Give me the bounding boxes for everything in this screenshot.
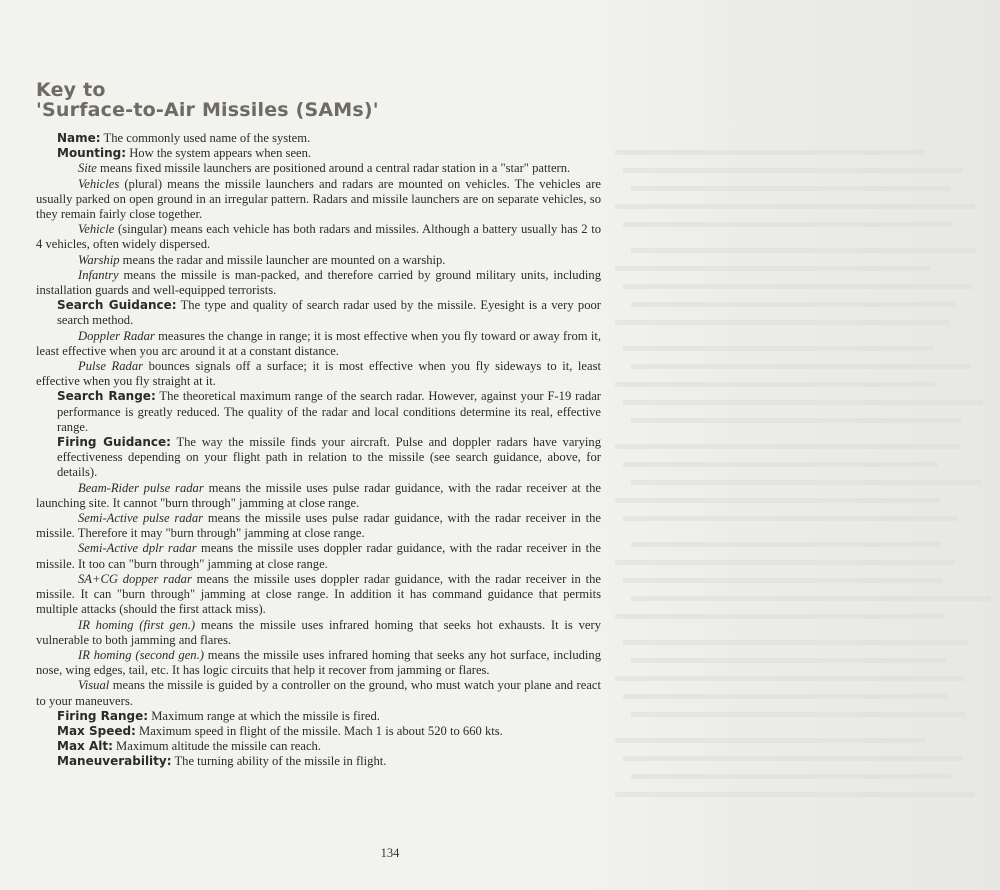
bleed-through-row xyxy=(631,302,956,307)
sub-doppler-radar xyxy=(36,329,601,359)
text-sa-cg: means the missile uses doppler radar guidance, with the radar receiver in the missile. It can "burn through" jamming at close range. In addition it has command guidance that permits multiple attacks (should the first attack miss). xyxy=(36,571,601,617)
bleed-through-row xyxy=(623,222,953,227)
bleed-through-row xyxy=(615,614,945,619)
sub-visual xyxy=(36,678,601,708)
label-mounting: Mounting: xyxy=(57,146,127,161)
term-vehicle: Vehicle xyxy=(78,222,115,237)
bleed-through-row xyxy=(631,658,946,663)
bleed-through-row xyxy=(623,694,948,699)
text-search-range: The theoretical maximum range of the search radar. However, against your F-19 radar performance is greatly reduced. The quality of the radar and local conditions determine its real, effective range. xyxy=(57,389,601,434)
bleed-through-row xyxy=(615,792,975,797)
term-warship: Warship xyxy=(78,252,120,267)
text-semi-active-pulse: means the missile uses pulse radar guidance, with the radar receiver in the missile. Therefore it may "burn through" jamming at close range. xyxy=(36,511,601,541)
bleed-through-row xyxy=(615,560,955,565)
bleed-through-row xyxy=(631,542,941,547)
entry-mounting xyxy=(36,146,601,161)
bleed-through-row xyxy=(615,498,940,503)
entry-max-alt xyxy=(36,739,601,754)
bleed-through-row xyxy=(615,266,930,271)
sub-site xyxy=(36,161,601,176)
term-ir-first-gen: IR homing (first gen.) xyxy=(78,617,196,632)
bleed-through-row xyxy=(615,676,965,681)
sub-vehicle xyxy=(36,222,601,252)
entry-firing-range xyxy=(36,709,601,724)
term-ir-second-gen: IR homing (second gen.) xyxy=(78,647,204,662)
bleed-through-row xyxy=(615,382,935,387)
term-site: Site xyxy=(78,161,97,176)
bleed-through-row xyxy=(631,596,991,601)
bleed-through-row xyxy=(623,400,983,405)
bleed-through-row xyxy=(615,738,925,743)
term-semi-active-dplr: Semi-Active dplr radar xyxy=(78,541,197,556)
entry-search-guidance xyxy=(36,298,601,328)
text-name: The commonly used name of the system. xyxy=(100,131,311,145)
bleed-through-row xyxy=(623,516,958,521)
bleed-through-row xyxy=(623,462,938,467)
sub-sa-cg xyxy=(36,572,601,618)
text-maneuverability: The turning ability of the missile in flight. xyxy=(171,754,387,769)
term-visual: Visual xyxy=(78,678,110,693)
heading-line-2: 'Surface-to-Air Missiles (SAMs)' xyxy=(36,99,379,121)
text-max-speed: Maximum speed in flight of the missile. Mach 1 is about 520 to 660 kts. xyxy=(135,723,503,738)
text-vehicles: (plural) means the missile launchers and radars are mounted on vehicles. The vehicles are usually parked on open ground in an irregular pattern. Radars and missile launchers are on separate vehicles, so they remain fairly close together. xyxy=(36,176,601,222)
bleed-through-row xyxy=(615,150,925,155)
text-site: means fixed missile launchers are positioned around a central radar station in a "star" pattern. xyxy=(96,161,571,176)
bleed-through-row xyxy=(631,712,966,717)
text-infantry: means the missile is man-packed, and therefore carried by ground military units, including installation guards and well-equipped terrorists. xyxy=(36,267,601,298)
sub-vehicles xyxy=(36,177,601,223)
text-mounting: How the system appears when seen. xyxy=(126,146,312,161)
text-warship: means the radar and missile launcher are mounted on a warship. xyxy=(119,252,446,267)
bleed-through-row xyxy=(631,186,951,191)
text-vehicle: (singular) means each vehicle has both radars and missiles. Although a battery usually has 2 to 4 vehicles, often widely dispersed. xyxy=(36,222,601,252)
label-name: Name: xyxy=(57,131,101,145)
text-ir-second-gen: means the missile uses infrared homing that seeks any hot surface, including nose, wing edges, tail, etc. It has logic circuits that help it recover from jamming or flares. xyxy=(36,647,601,678)
entry-search-range xyxy=(36,389,601,435)
bleed-through-row xyxy=(623,284,973,289)
entry-max-speed xyxy=(36,724,601,739)
text-search-guidance: The type and quality of search radar used by the missile. Eyesight is a very poor search method. xyxy=(57,298,601,328)
label-max-speed: Max Speed: xyxy=(57,723,136,738)
term-sa-cg: SA+CG dopper radar xyxy=(78,571,192,586)
text-semi-active-dplr: means the missile uses doppler radar guidance, with the radar receiver in the missile. It too can "burn through" jamming at close range. xyxy=(36,541,601,571)
bleed-through-row xyxy=(631,364,971,369)
term-doppler-radar: Doppler Radar xyxy=(78,328,155,343)
text-firing-range: Maximum range at which the missile is fired. xyxy=(148,708,380,723)
bleed-through-row xyxy=(615,320,950,325)
page-number: 134 xyxy=(380,846,400,860)
bleed-through-row xyxy=(615,444,960,449)
sub-ir-second-gen xyxy=(36,648,601,678)
facing-page-bleed-through xyxy=(575,0,1000,890)
sub-warship xyxy=(36,253,601,268)
bleed-through-row xyxy=(631,774,951,779)
sub-beam-rider xyxy=(36,481,601,511)
sub-semi-active-dplr xyxy=(36,541,601,571)
label-firing-guidance: Firing Guidance: xyxy=(57,435,171,450)
text-firing-guidance: The way the missile finds your aircraft. Pulse and doppler radars have varying effectiveness depending on your flight path in relation to the missile (see search guidance, above, for details). xyxy=(57,435,601,480)
bleed-through-row xyxy=(631,248,976,253)
label-maneuverability: Maneuverability: xyxy=(57,754,172,769)
entry-name xyxy=(36,131,601,146)
text-ir-first-gen: means the missile uses infrared homing that seeks hot exhausts. It is very vulnerable to both jamming and flares. xyxy=(36,617,601,647)
bleed-through-row xyxy=(623,346,933,351)
term-vehicles: Vehicles xyxy=(78,176,120,191)
text-doppler-radar: measures the change in range; it is most effective when you fly toward or away from it, least effective when you arc around it at a constant distance. xyxy=(36,328,602,358)
entry-firing-guidance xyxy=(36,435,601,481)
label-search-range: Search Range: xyxy=(57,389,156,404)
term-semi-active-pulse: Semi-Active pulse radar xyxy=(78,511,204,526)
key-body xyxy=(36,131,601,770)
bleed-through-row xyxy=(623,640,968,645)
label-search-guidance: Search Guidance: xyxy=(57,298,177,313)
bleed-through-row xyxy=(623,578,943,583)
entry-maneuverability xyxy=(36,754,601,769)
bleed-through-row xyxy=(623,756,963,761)
text-pulse-radar: bounces signals off a surface; it is most effective when you fly sideways to it, least effective when you fly straight at it. xyxy=(36,359,601,389)
sub-semi-active-pulse xyxy=(36,511,601,541)
bleed-through-row xyxy=(631,418,961,423)
term-pulse-radar: Pulse Radar xyxy=(78,359,144,374)
term-infantry: Infantry xyxy=(78,267,119,282)
term-beam-rider: Beam-Rider pulse radar xyxy=(78,480,204,495)
text-visual: means the missile is guided by a controller on the ground, who must watch your plane and react to your maneuvers. xyxy=(36,678,601,708)
bleed-through-row xyxy=(615,204,975,209)
text-max-alt: Maximum altitude the missile can reach. xyxy=(112,739,321,754)
label-firing-range: Firing Range: xyxy=(57,708,149,723)
sub-infantry xyxy=(36,268,601,298)
text-beam-rider: means the missile uses pulse radar guidance, with the radar receiver at the launching site. It cannot "burn through" jamming at close range. xyxy=(36,480,602,510)
bleed-through-row xyxy=(623,168,963,173)
sub-pulse-radar xyxy=(36,359,601,389)
heading-line-1: Key to xyxy=(36,79,106,101)
sub-ir-first-gen xyxy=(36,618,601,648)
bleed-through-row xyxy=(631,480,981,485)
label-max-alt: Max Alt: xyxy=(57,739,113,754)
page-heading xyxy=(36,80,379,120)
